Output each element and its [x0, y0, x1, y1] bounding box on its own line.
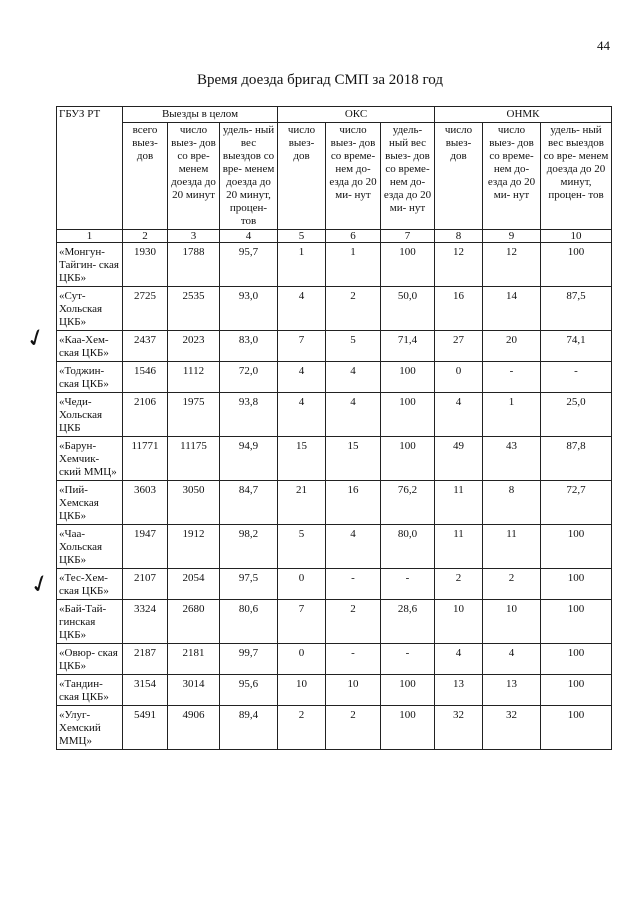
- value-cell: 43: [483, 437, 541, 481]
- value-cell: 2: [326, 287, 381, 331]
- value-cell: 2054: [168, 569, 220, 600]
- group-header-total: Выезды в целом: [123, 107, 278, 123]
- table-row: [57, 362, 612, 393]
- column-number: 1: [57, 230, 123, 243]
- value-cell: 7: [278, 331, 326, 362]
- value-cell: 3154: [123, 675, 168, 706]
- document-title: Время доезда бригад СМП за 2018 год: [197, 72, 443, 88]
- table-subheader-row: [57, 123, 612, 230]
- value-cell: 7: [278, 600, 326, 644]
- value-cell: 100: [381, 706, 435, 750]
- value-cell: 13: [435, 675, 483, 706]
- column-number: 10: [541, 230, 612, 243]
- value-cell: 4: [278, 362, 326, 393]
- value-cell: 97,5: [220, 569, 278, 600]
- value-cell: 1930: [123, 243, 168, 287]
- table-row: [57, 600, 612, 644]
- value-cell: -: [326, 569, 381, 600]
- value-cell: 80,6: [220, 600, 278, 644]
- subheader-cell: удель- ный вес выездов со вре- менем доезда до 20 минут, процен- тов: [220, 123, 278, 230]
- value-cell: 12: [435, 243, 483, 287]
- page-number: 44: [597, 38, 610, 53]
- value-cell: 2725: [123, 287, 168, 331]
- value-cell: 2437: [123, 331, 168, 362]
- value-cell: 11: [435, 525, 483, 569]
- org-name-cell: «Бай-Тай- гинская ЦКБ»: [57, 600, 123, 644]
- table-row: [57, 243, 612, 287]
- value-cell: 83,0: [220, 331, 278, 362]
- value-cell: 50,0: [381, 287, 435, 331]
- response-time-table: [56, 106, 612, 750]
- value-cell: 11771: [123, 437, 168, 481]
- value-cell: 2107: [123, 569, 168, 600]
- value-cell: 100: [541, 600, 612, 644]
- value-cell: 1975: [168, 393, 220, 437]
- value-cell: 3014: [168, 675, 220, 706]
- value-cell: 93,8: [220, 393, 278, 437]
- value-cell: 0: [278, 569, 326, 600]
- value-cell: 27: [435, 331, 483, 362]
- table-row: [57, 437, 612, 481]
- value-cell: 84,7: [220, 481, 278, 525]
- value-cell: 10: [326, 675, 381, 706]
- subheader-cell: число выез- дов: [278, 123, 326, 230]
- value-cell: 2: [435, 569, 483, 600]
- org-name-cell: «Монгун- Тайгин- ская ЦКБ»: [57, 243, 123, 287]
- value-cell: -: [541, 362, 612, 393]
- value-cell: 4: [483, 644, 541, 675]
- column-number: 9: [483, 230, 541, 243]
- table-row: [57, 569, 612, 600]
- org-name-cell: «Чеди- Хольская ЦКБ: [57, 393, 123, 437]
- value-cell: -: [381, 569, 435, 600]
- value-cell: 3324: [123, 600, 168, 644]
- value-cell: 14: [483, 287, 541, 331]
- handwritten-check-mark-icon: ✓: [25, 567, 55, 601]
- value-cell: 100: [541, 569, 612, 600]
- value-cell: 4: [435, 644, 483, 675]
- column-number: 5: [278, 230, 326, 243]
- value-cell: 20: [483, 331, 541, 362]
- value-cell: 74,1: [541, 331, 612, 362]
- value-cell: 8: [483, 481, 541, 525]
- org-name-cell: «Тес-Хем- ская ЦКБ»: [57, 569, 123, 600]
- subheader-cell: всего выез- дов: [123, 123, 168, 230]
- value-cell: 4: [326, 393, 381, 437]
- value-cell: 2: [326, 600, 381, 644]
- value-cell: 4906: [168, 706, 220, 750]
- value-cell: 49: [435, 437, 483, 481]
- table-row: [57, 644, 612, 675]
- value-cell: 100: [381, 393, 435, 437]
- value-cell: 100: [541, 675, 612, 706]
- column-number-row: [57, 230, 612, 243]
- value-cell: 100: [541, 644, 612, 675]
- value-cell: 99,7: [220, 644, 278, 675]
- value-cell: 10: [483, 600, 541, 644]
- table-header-row: [57, 107, 612, 123]
- value-cell: 16: [435, 287, 483, 331]
- table-row: [57, 706, 612, 750]
- value-cell: 100: [381, 243, 435, 287]
- value-cell: 80,0: [381, 525, 435, 569]
- table-row: [57, 525, 612, 569]
- value-cell: 76,2: [381, 481, 435, 525]
- value-cell: 95,7: [220, 243, 278, 287]
- value-cell: 1: [483, 393, 541, 437]
- value-cell: 94,9: [220, 437, 278, 481]
- value-cell: 5: [326, 331, 381, 362]
- value-cell: 5: [278, 525, 326, 569]
- value-cell: -: [381, 644, 435, 675]
- value-cell: 0: [435, 362, 483, 393]
- value-cell: 1546: [123, 362, 168, 393]
- value-cell: 2535: [168, 287, 220, 331]
- value-cell: 10: [435, 600, 483, 644]
- table-row: [57, 287, 612, 331]
- value-cell: 13: [483, 675, 541, 706]
- value-cell: 10: [278, 675, 326, 706]
- value-cell: 11175: [168, 437, 220, 481]
- group-header-oks: ОКС: [278, 107, 435, 123]
- value-cell: 28,6: [381, 600, 435, 644]
- value-cell: 87,8: [541, 437, 612, 481]
- subheader-cell: число выез- дов со вре- менем доезда до 20 минут: [168, 123, 220, 230]
- value-cell: 2: [278, 706, 326, 750]
- value-cell: 4: [435, 393, 483, 437]
- value-cell: 15: [326, 437, 381, 481]
- value-cell: 100: [381, 362, 435, 393]
- value-cell: 3603: [123, 481, 168, 525]
- org-name-cell: «Овюр- ская ЦКБ»: [57, 644, 123, 675]
- value-cell: 2181: [168, 644, 220, 675]
- value-cell: 100: [541, 243, 612, 287]
- subheader-cell: число выез- дов со време- нем до- езда до 20 ми- нут: [483, 123, 541, 230]
- value-cell: 71,4: [381, 331, 435, 362]
- value-cell: 16: [326, 481, 381, 525]
- column-number: 4: [220, 230, 278, 243]
- value-cell: 4: [326, 525, 381, 569]
- value-cell: 21: [278, 481, 326, 525]
- org-column-header: ГБУЗ РТ: [57, 107, 123, 230]
- org-name-cell: «Каа-Хем- ская ЦКБ»: [57, 331, 123, 362]
- value-cell: -: [483, 362, 541, 393]
- subheader-cell: удель- ный вес выез- дов со време- нем до- езда до 20 ми- нут: [381, 123, 435, 230]
- value-cell: 4: [278, 393, 326, 437]
- org-name-cell: «Пий- Хемская ЦКБ»: [57, 481, 123, 525]
- table-row: [57, 331, 612, 362]
- table-row: [57, 393, 612, 437]
- value-cell: -: [326, 644, 381, 675]
- value-cell: 100: [381, 437, 435, 481]
- value-cell: 1112: [168, 362, 220, 393]
- value-cell: 2187: [123, 644, 168, 675]
- value-cell: 11: [435, 481, 483, 525]
- value-cell: 1912: [168, 525, 220, 569]
- value-cell: 3050: [168, 481, 220, 525]
- value-cell: 2023: [168, 331, 220, 362]
- value-cell: 95,6: [220, 675, 278, 706]
- value-cell: 5491: [123, 706, 168, 750]
- group-header-onmk: ОНМК: [435, 107, 612, 123]
- value-cell: 100: [541, 706, 612, 750]
- value-cell: 2: [483, 569, 541, 600]
- subheader-cell: число выез- дов: [435, 123, 483, 230]
- value-cell: 11: [483, 525, 541, 569]
- column-number: 8: [435, 230, 483, 243]
- org-name-cell: «Сут- Хольская ЦКБ»: [57, 287, 123, 331]
- value-cell: 87,5: [541, 287, 612, 331]
- subheader-cell: удель- ный вес выездов со вре- менем доезда до 20 минут, процен- тов: [541, 123, 612, 230]
- org-name-cell: «Улуг- Хемский ММЦ»: [57, 706, 123, 750]
- value-cell: 1: [326, 243, 381, 287]
- value-cell: 12: [483, 243, 541, 287]
- value-cell: 32: [435, 706, 483, 750]
- value-cell: 25,0: [541, 393, 612, 437]
- value-cell: 4: [278, 287, 326, 331]
- column-number: 7: [381, 230, 435, 243]
- org-name-cell: «Чаа- Хольская ЦКБ»: [57, 525, 123, 569]
- handwritten-check-mark-icon: ✓: [21, 321, 51, 355]
- value-cell: 2106: [123, 393, 168, 437]
- table-row: [57, 481, 612, 525]
- value-cell: 1: [278, 243, 326, 287]
- column-number: 6: [326, 230, 381, 243]
- value-cell: 32: [483, 706, 541, 750]
- value-cell: 4: [326, 362, 381, 393]
- column-number: 2: [123, 230, 168, 243]
- table-row: [57, 675, 612, 706]
- value-cell: 93,0: [220, 287, 278, 331]
- org-name-cell: «Тоджин- ская ЦКБ»: [57, 362, 123, 393]
- value-cell: 2680: [168, 600, 220, 644]
- value-cell: 0: [278, 644, 326, 675]
- value-cell: 100: [541, 525, 612, 569]
- value-cell: 1947: [123, 525, 168, 569]
- value-cell: 72,7: [541, 481, 612, 525]
- value-cell: 98,2: [220, 525, 278, 569]
- subheader-cell: число выез- дов со време- нем до- езда до 20 ми- нут: [326, 123, 381, 230]
- value-cell: 1788: [168, 243, 220, 287]
- value-cell: 2: [326, 706, 381, 750]
- org-name-cell: «Барун- Хемчик- ский ММЦ»: [57, 437, 123, 481]
- value-cell: 89,4: [220, 706, 278, 750]
- value-cell: 100: [381, 675, 435, 706]
- column-number: 3: [168, 230, 220, 243]
- value-cell: 15: [278, 437, 326, 481]
- value-cell: 72,0: [220, 362, 278, 393]
- org-name-cell: «Тандин- ская ЦКБ»: [57, 675, 123, 706]
